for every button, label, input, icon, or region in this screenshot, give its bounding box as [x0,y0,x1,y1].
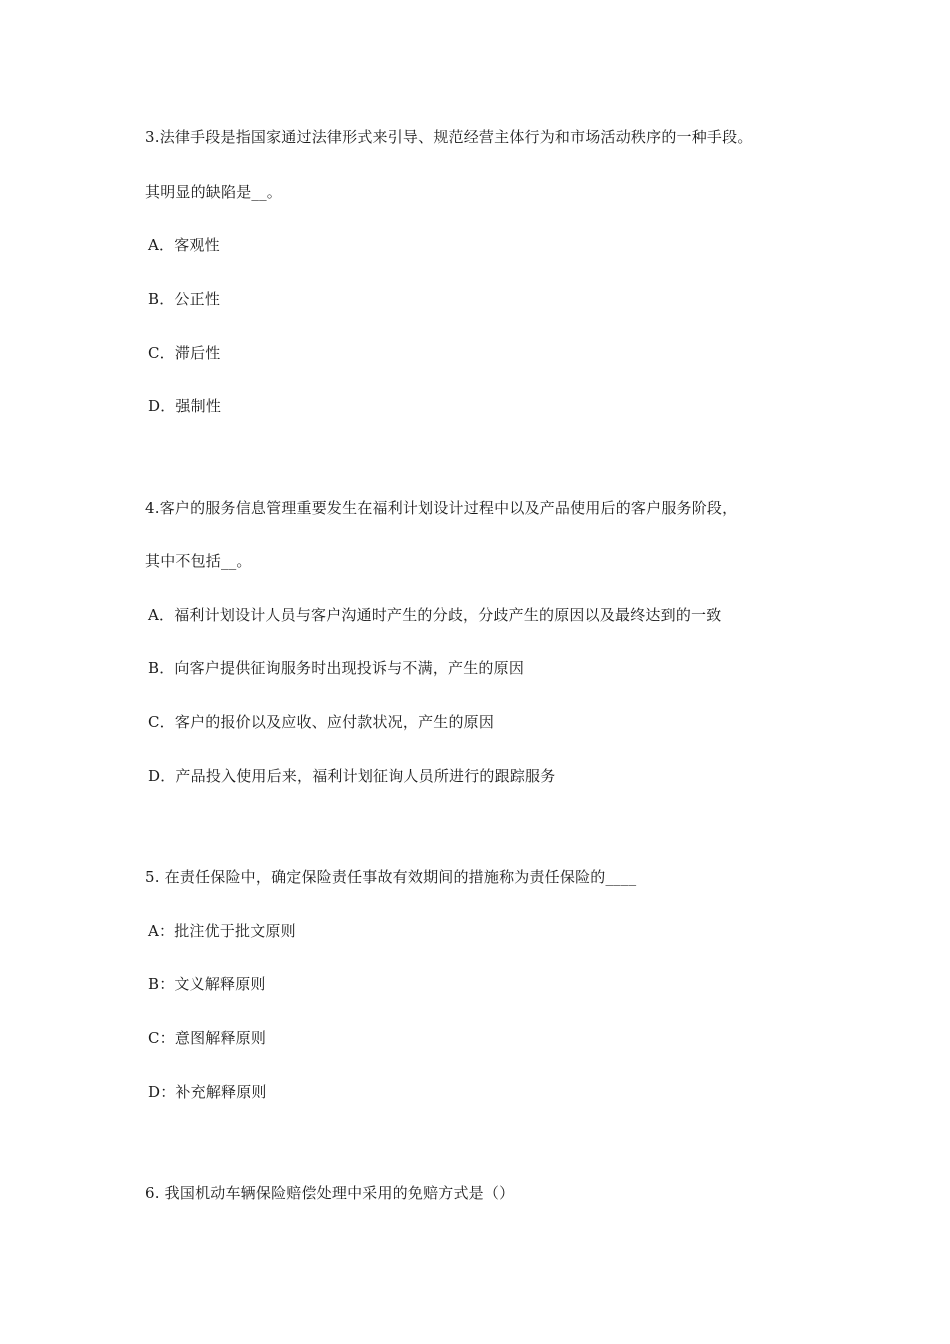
question-4-stem-line-1: 4.客户的服务信息管理重要发生在福利计划设计过程中以及产品使用后的客户服务阶段， [145,499,738,517]
question-3-option-d: D．强制性 [148,397,222,415]
question-5-option-a: A：批注优于批文原则 [148,922,296,940]
question-5-option-b: B：文义解释原则 [148,975,266,993]
question-6-stem: 6. 我国机动车辆保险赔偿处理中采用的免赔方式是（） [145,1184,515,1202]
question-5-option-d: D：补充解释原则 [148,1083,267,1101]
question-4-option-d: D．产品投入使用后来，福利计划征询人员所进行的跟踪服务 [148,767,556,785]
question-4-option-c: C．客户的报价以及应收、应付款状况，产生的原因 [148,713,495,731]
question-3-option-b: B．公正性 [148,290,221,308]
question-4-stem-line-2: 其中不包括__。 [145,552,252,570]
question-3-option-a: A．客观性 [148,236,220,254]
question-5-stem: 5. 在责任保险中，确定保险责任事故有效期间的措施称为责任保险的____ [145,868,637,886]
question-4-option-b: B．向客户提供征询服务时出现投诉与不满，产生的原因 [148,659,525,677]
question-5-option-c: C：意图解释原则 [148,1029,267,1047]
question-3-stem-line-1: 3.法律手段是指国家通过法律形式来引导、规范经营主体行为和市场活动秩序的一种手段。 [145,128,753,146]
question-3-stem-line-2: 其明显的缺陷是__。 [145,183,283,201]
question-3-option-c: C．滞后性 [148,344,221,362]
question-4-option-a: A．福利计划设计人员与客户沟通时产生的分歧，分歧产生的原因以及最终达到的一致 [148,606,722,624]
